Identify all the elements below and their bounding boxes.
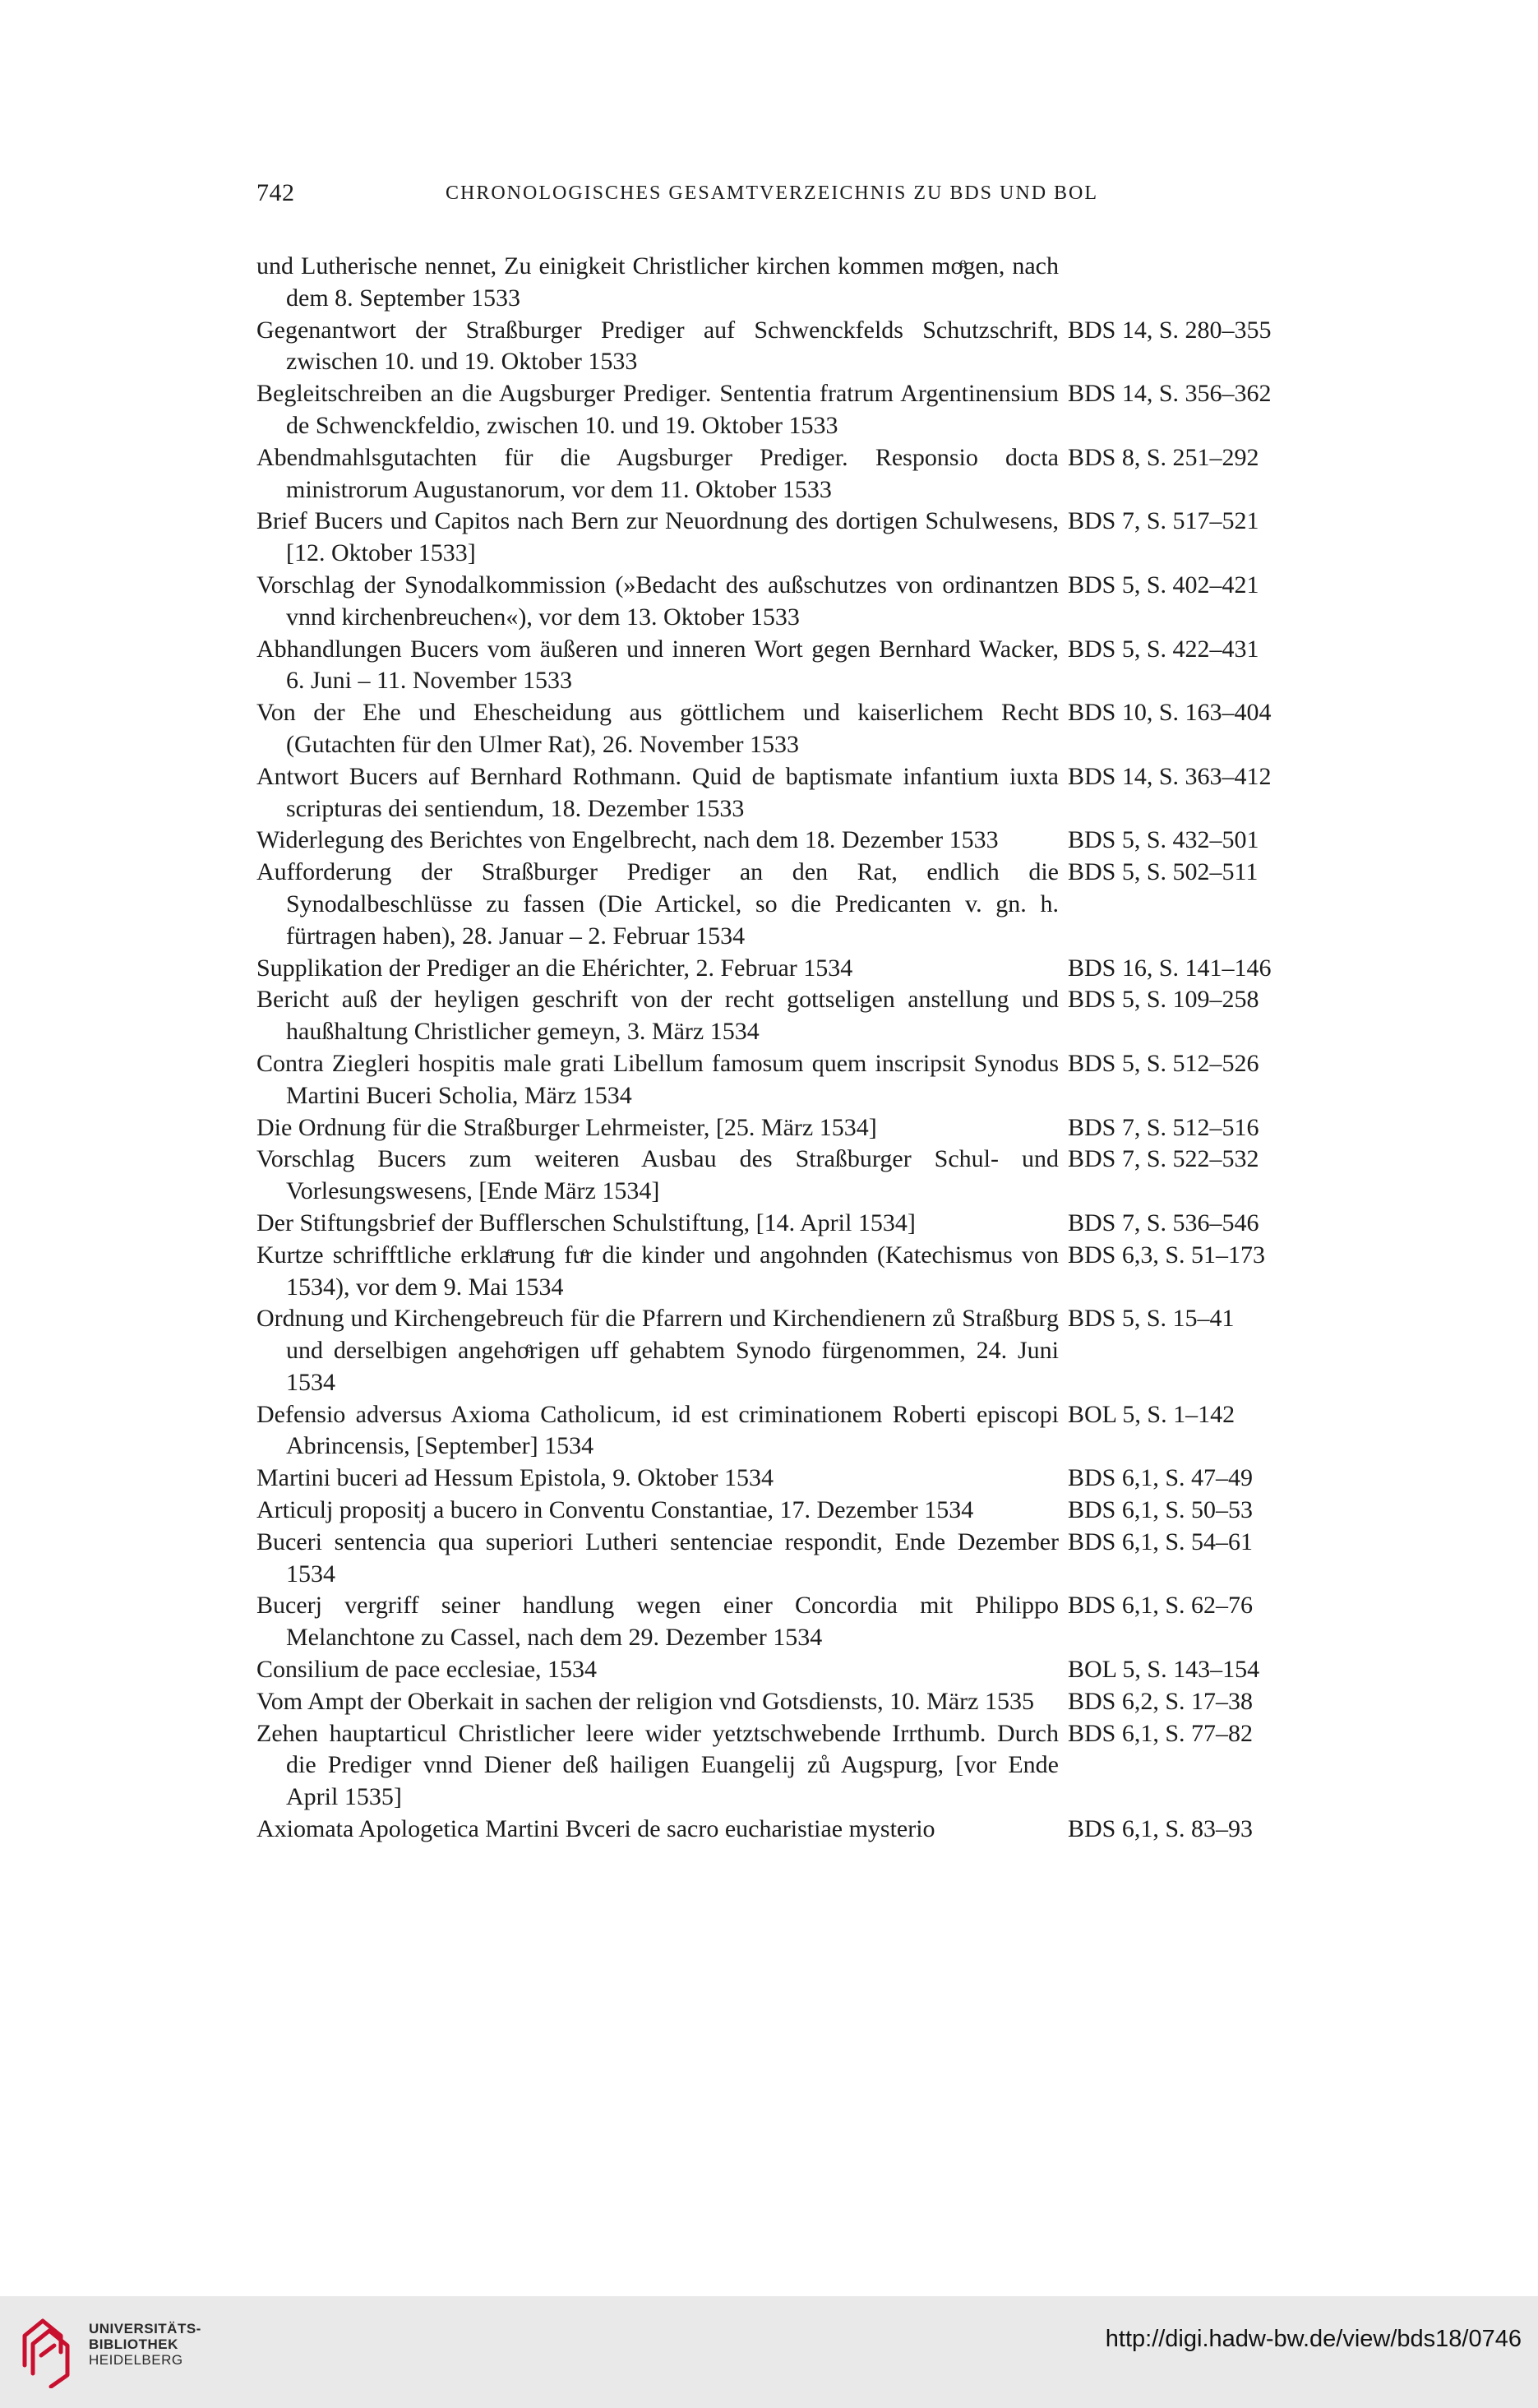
- entry-reference: BDS 6,2, S. 17–38: [1068, 1687, 1254, 1715]
- entry-reference: BDS 5, S. 422–431: [1068, 635, 1259, 663]
- entry-reference: BDS 6,3, S. 51–173: [1068, 1241, 1266, 1269]
- list-item: [256, 1718, 1325, 1814]
- list-item: [256, 857, 1325, 952]
- entry-reference: BOL 5, S. 143–154: [1068, 1656, 1260, 1684]
- entry-title: Vorschlag der Synodalkommission (»Bedacht des außschutzes von ordinantzen vnnd kirchenbreuchen«), vor dem 13. Oktober 1533: [256, 571, 1059, 631]
- entry-reference: BDS 6,1, S. 62–76: [1068, 1592, 1254, 1620]
- entry-reference: BDS 8, S. 251–292: [1068, 443, 1259, 471]
- entry-title: Widerlegung des Berichtes von Engelbrecht, nach dem 18. Dezember 1533: [256, 826, 999, 854]
- entry-title: Kurtze schrifftliche erklaͤrung fuͤr die kinder und angohnden (Katechismus von 1534), vor dem 9. Mai 1534: [256, 1241, 1059, 1301]
- entry-title: Vorschlag Bucers zum weiteren Ausbau des Straßburger Schul- und Vorlesungswesens, [Ende März 1534]: [256, 1145, 1059, 1205]
- list-item: [256, 1144, 1325, 1208]
- entry-reference: BOL 5, S. 1–142: [1068, 1400, 1235, 1428]
- list-item: [256, 953, 1325, 985]
- list-item: [256, 1814, 1325, 1846]
- entry-title: Der Stiftungsbrief der Bufflerschen Schulstiftung, [14. April 1534]: [256, 1209, 916, 1236]
- entry-title: Abhandlungen Bucers vom äußeren und inneren Wort gegen Bernhard Wacker, 6. Juni – 11. November 1533: [256, 635, 1059, 695]
- list-item: [256, 570, 1325, 634]
- list-item: [256, 1399, 1325, 1463]
- page-header: [256, 179, 1179, 215]
- entry-title: Bucerj vergriff seiner handlung wegen einer Concordia mit Philippo Melanchtone zu Cassel, nach dem 29. Dezember 1534: [256, 1592, 1059, 1652]
- list-item: [256, 825, 1325, 857]
- list-item: [256, 1208, 1325, 1240]
- list-item: [256, 984, 1325, 1048]
- list-item: [256, 634, 1325, 698]
- entry-title: Die Ordnung für die Straßburger Lehrmeister, [25. März 1534]: [256, 1113, 877, 1141]
- list-item: [256, 1654, 1325, 1686]
- entry-title: Brief Bucers und Capitos nach Bern zur Neuordnung des dortigen Schulwesens, [12. Oktober 1533]: [256, 507, 1059, 567]
- entry-reference: BDS 14, S. 363–412: [1068, 762, 1272, 790]
- library-logo-icon: [18, 2314, 76, 2388]
- library-name: [89, 2321, 201, 2368]
- list-item: [256, 251, 1325, 315]
- entry-title: Axiomata Apologetica Martini Bvceri de sacro eucharistiae mysterio: [256, 1815, 935, 1843]
- entry-title: Von der Ehe und Ehescheidung aus göttlichem und kaiserlichem Recht (Gutachten für den Ulmer Rat), 26. November 1533: [256, 699, 1059, 758]
- entry-title: Ordnung und Kirchengebreuch für die Pfarrern und Kirchendienern zů Straßburg und derselbigen angehoͤrigen uff gehabtem Synodo fürgenommen, 24. Juni 1534: [256, 1305, 1059, 1396]
- entry-reference: BDS 7, S. 512–516: [1068, 1113, 1259, 1141]
- entry-title: Zehen hauptarticul Christlicher leere wider yetztschwebende Irrthumb. Durch die Prediger vnnd Diener deß hailigen Euangelij zů Augspurg, [vor Ende April 1535]: [256, 1719, 1059, 1811]
- entry-reference: BDS 6,1, S. 50–53: [1068, 1496, 1254, 1524]
- entry-title: Antwort Bucers auf Bernhard Rothmann. Quid de baptismate infantium iuxta scripturas dei sentiendum, 18. Dezember 1533: [256, 762, 1059, 822]
- entry-reference: BDS 14, S. 356–362: [1068, 380, 1272, 408]
- entry-title: Articulj propositj a bucero in Conventu Constantiae, 17. Dezember 1534: [256, 1496, 974, 1524]
- entry-title: Supplikation der Prediger an die Ehérichter, 2. Februar 1534: [256, 954, 853, 982]
- list-item: [256, 1303, 1325, 1398]
- list-item: [256, 315, 1325, 379]
- entry-title: Abendmahlsgutachten für die Augsburger Prediger. Responsio docta ministrorum Augustanorum, vor dem 11. Oktober 1533: [256, 443, 1059, 503]
- page-number: 742: [256, 179, 295, 206]
- entry-reference: BDS 5, S. 402–421: [1068, 571, 1259, 599]
- entry-title: Aufforderung der Straßburger Prediger an den Rat, endlich die Synodalbeschlüsse zu fassen (Die Artickel, so die Predicanten v. gn. h. fürtragen haben), 28. Januar – 2. Februar 1534: [256, 858, 1059, 950]
- entry-title: Contra Ziegleri hospitis male grati Libellum famosum quem inscripsit Synodus Martini Buceri Scholia, März 1534: [256, 1049, 1059, 1109]
- entry-title: Begleitschreiben an die Augsburger Prediger. Sententia fratrum Argentinensium de Schwenckfeldio, zwischen 10. und 19. Oktober 1533: [256, 380, 1059, 439]
- entry-title: Consilium de pace ecclesiae, 1534: [256, 1656, 598, 1684]
- entry-reference: BDS 16, S. 141–146: [1068, 954, 1272, 982]
- entry-title: Martini buceri ad Hessum Epistola, 9. Oktober 1534: [256, 1464, 774, 1492]
- entry-list: [256, 251, 1325, 1846]
- running-head: CHRONOLOGISCHES GESAMTVERZEICHNIS ZU BDS UND BOL: [446, 183, 1099, 204]
- entry-reference: BDS 7, S. 536–546: [1068, 1209, 1259, 1236]
- entry-title: Defensio adversus Axioma Catholicum, id est criminationem Roberti episcopi Abrincensis, [September] 1534: [256, 1400, 1059, 1460]
- list-item: [256, 378, 1325, 442]
- entry-reference: BDS 5, S. 109–258: [1068, 986, 1259, 1014]
- library-name-line-3: HEIDELBERG: [89, 2352, 183, 2368]
- entry-reference: BDS 5, S. 512–526: [1068, 1049, 1259, 1077]
- entry-reference: BDS 6,1, S. 77–82: [1068, 1719, 1254, 1747]
- entry-title: und Lutherische nennet, Zu einigkeit Christlicher kirchen kommen moͤgen, nach dem 8. September 1533: [256, 252, 1059, 312]
- list-item: [256, 1463, 1325, 1495]
- entry-reference: BDS 6,1, S. 83–93: [1068, 1815, 1254, 1843]
- list-item: [256, 1590, 1325, 1654]
- library-name-line-2: BIBLIOTHEK: [89, 2336, 178, 2352]
- list-item: [256, 1527, 1325, 1591]
- entry-reference: BDS 10, S. 163–404: [1068, 699, 1272, 727]
- entry-reference: BDS 5, S. 432–501: [1068, 826, 1259, 854]
- list-item: [256, 1686, 1325, 1718]
- entry-reference: BDS 6,1, S. 47–49: [1068, 1464, 1254, 1492]
- entry-reference: BDS 7, S. 522–532: [1068, 1145, 1259, 1173]
- list-item: [256, 442, 1325, 506]
- entry-reference: BDS 7, S. 517–521: [1068, 507, 1259, 535]
- list-item: [256, 1112, 1325, 1144]
- entry-title: Gegenantwort der Straßburger Prediger auf Schwenckfelds Schutzschrift, zwischen 10. und 19. Oktober 1533: [256, 316, 1059, 376]
- entry-title: Vom Ampt der Oberkait in sachen der religion vnd Gotsdiensts, 10. März 1535: [256, 1687, 1034, 1715]
- list-item: [256, 1240, 1325, 1304]
- entry-reference: BDS 6,1, S. 54–61: [1068, 1528, 1254, 1555]
- list-item: [256, 697, 1325, 761]
- entry-reference: BDS 14, S. 280–355: [1068, 316, 1272, 344]
- entry-reference: BDS 5, S. 15–41: [1068, 1305, 1235, 1333]
- list-item: [256, 506, 1325, 570]
- footer-bar: [0, 2296, 1538, 2408]
- list-item: [256, 1495, 1325, 1527]
- entry-title: Buceri sentencia qua superiori Lutheri sentenciae respondit, Ende Dezember 1534: [256, 1528, 1059, 1588]
- entry-title: Bericht auß der heyligen geschrift von der recht gottseligen anstellung und haußhaltung Christlicher gemeyn, 3. März 1534: [256, 986, 1059, 1046]
- list-item: [256, 761, 1325, 825]
- list-item: [256, 1048, 1325, 1112]
- library-name-line-1: UNIVERSITÄTS-: [89, 2321, 201, 2336]
- entry-reference: BDS 5, S. 502–511: [1068, 858, 1259, 886]
- source-url-link[interactable]: http://digi.hadw-bw.de/view/bds18/0746: [1105, 2326, 1522, 2352]
